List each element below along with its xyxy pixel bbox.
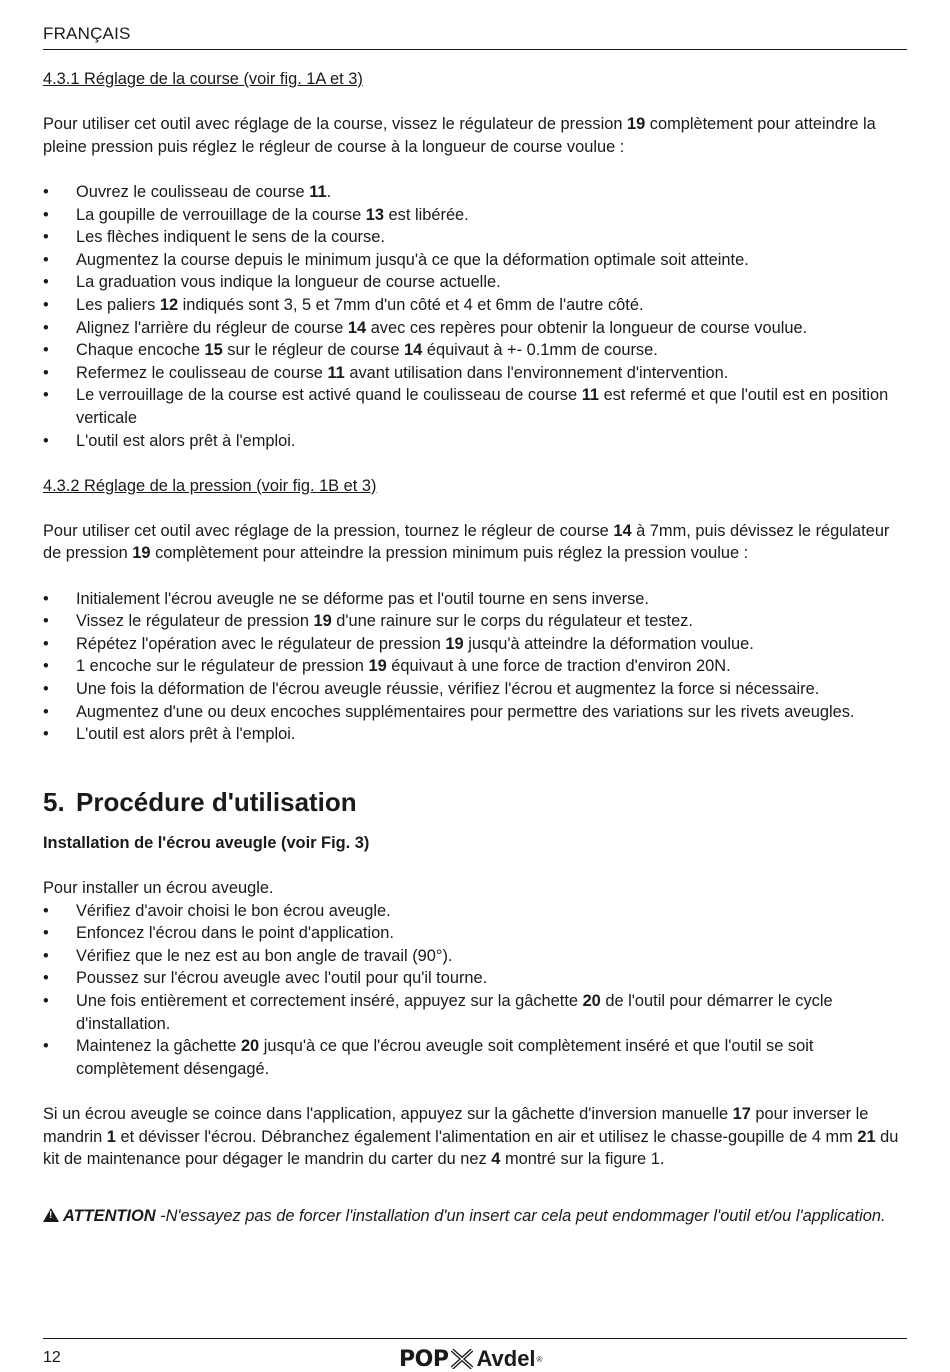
text-run: Pour utiliser cet outil avec réglage de la pression, tournez le régleur de course (43, 521, 614, 540)
list-item (43, 181, 907, 204)
document-page (43, 0, 907, 1372)
footer-rule (43, 1338, 907, 1339)
text-run: montré sur la figure 1. (500, 1150, 665, 1169)
ref-number: 15 (204, 341, 223, 360)
list-item (43, 990, 907, 1035)
text-run: équivaut à une force de traction d'environ 20N. (386, 657, 731, 676)
ref-number: 12 (159, 295, 179, 314)
list-item (43, 723, 907, 746)
text-run: Alignez l'arrière du régleur de course (76, 318, 348, 337)
text-run: Une fois la déformation de l'écrou aveugle réussie, vérifiez l'écrou et augmentez la force si nécessaire. (76, 680, 820, 699)
ref-number: 21 (857, 1127, 876, 1146)
language-header: FRANÇAIS (43, 24, 131, 43)
text-run: à 7mm, puis dévissez le régulateur de pression (43, 521, 890, 563)
list-item (43, 271, 907, 294)
text-run: Une fois entièrement et correctement inséré, appuyez sur la gâchette (76, 991, 583, 1010)
warning-note (43, 1205, 907, 1228)
text-run: Augmentez la course depuis le minimum jusqu'à ce que la déformation optimale soit atteinte. (76, 250, 749, 269)
text-run: Refermez le coulisseau de course (76, 363, 328, 382)
text-run: jusqu'à atteindre la déformation voulue. (463, 634, 754, 653)
list-item (43, 967, 907, 990)
section-4-3-1-intro (43, 113, 907, 158)
ref-number: 14 (347, 318, 367, 337)
logo-registered-mark: ® (536, 1354, 543, 1364)
ref-number: 11 (327, 363, 345, 382)
text-run: du kit de maintenance pour dégager le mandrin du carter du nez (43, 1127, 899, 1169)
text-run: avec ces repères pour obtenir la longueur de course voulue. (366, 318, 808, 337)
text-run: Enfoncez l'écrou dans le point d'application. (76, 924, 394, 943)
section-5-number: 5. (43, 786, 65, 817)
ref-number: 19 (368, 657, 387, 676)
installation-subtitle: Installation de l'écrou aveugle (voir Fig. 3) (43, 833, 370, 852)
text-run: équivaut à +- 0.1mm de course. (422, 341, 658, 360)
ref-number: 4 (491, 1150, 501, 1169)
ref-number: 17 (732, 1104, 751, 1123)
text-run: Initialement l'écrou aveugle ne se déforme pas et l'outil tourne en sens inverse. (76, 589, 649, 608)
text-run: et dévisser l'écrou. Débranchez également l'alimentation en air et utilisez le chasse-goupille de 4 mm (115, 1127, 858, 1146)
text-run: 1 encoche sur le régulateur de pression (76, 657, 369, 676)
list-item (43, 362, 907, 385)
installation-list (43, 900, 907, 1081)
list-item (43, 900, 907, 923)
ref-number: 19 (132, 544, 151, 563)
section-4-3-1-title: 4.3.1 Réglage de la course (voir fig. 1A et 3) (43, 70, 363, 88)
warning-icon (43, 1208, 59, 1222)
ref-number: 19 (445, 634, 464, 653)
ref-number: 13 (365, 205, 384, 224)
header-rule (43, 49, 907, 50)
ref-number: 11 (309, 182, 327, 201)
text-run: La graduation vous indique la longueur de course actuelle. (76, 273, 501, 292)
text-run: La goupille de verrouillage de la course (76, 205, 366, 224)
ref-number: 19 (313, 612, 332, 631)
text-run: Vissez le régulateur de pression (76, 612, 314, 631)
list-item (43, 430, 907, 453)
ref-number: 19 (627, 115, 646, 134)
ref-number: 20 (582, 991, 601, 1010)
list-item (43, 701, 907, 724)
text-run: Vérifiez d'avoir choisi le bon écrou aveugle. (76, 901, 391, 920)
ref-number: 14 (404, 341, 423, 360)
text-run: de l'outil pour démarrer le cycle d'installation. (76, 991, 833, 1033)
section-4-3-2-intro (43, 520, 907, 565)
list-item (43, 294, 907, 317)
text-run: L'outil est alors prêt à l'emploi. (76, 725, 296, 744)
list-item (43, 204, 907, 227)
text-run: Les flèches indiquent le sens de la course. (76, 228, 385, 247)
text-run: Vérifiez que le nez est au bon angle de travail (90°). (76, 946, 453, 965)
logo-cross-icon (451, 1349, 473, 1369)
list-item (43, 945, 907, 968)
warning-label: ATTENTION (63, 1207, 156, 1226)
text-run: indiqués sont 3, 5 et 7mm d'un côté et 4 et 6mm de l'autre côté. (178, 295, 644, 314)
list-item (43, 655, 907, 678)
list-item (43, 226, 907, 249)
text-run: . (326, 182, 332, 201)
text-run: Augmentez d'une ou deux encoches supplémentaires pour permettre des variations sur les rivets aveugles. (76, 702, 855, 721)
list-item (43, 249, 907, 272)
text-run: est refermé et que l'outil est en position verticale (76, 386, 889, 427)
brand-logo (399, 1346, 542, 1372)
list-item (43, 384, 907, 429)
logo-pop-text: POP (399, 1346, 449, 1372)
text-run: Répétez l'opération avec le régulateur de pression (76, 634, 446, 653)
text-run: Chaque encoche (76, 341, 205, 360)
text-run: Maintenez la gâchette (76, 1037, 241, 1056)
text-run: complètement pour atteindre la pression minimum puis réglez la pression voulue : (150, 544, 749, 563)
list-item (43, 339, 907, 362)
text-run: Si un écrou aveugle se coince dans l'application, appuyez sur la gâchette d'inversion manuelle (43, 1104, 733, 1123)
text-run: d'une rainure sur le corps du régulateur et testez. (331, 612, 693, 631)
text-run: Le verrouillage de la course est activé quand le coulisseau de course (76, 386, 582, 405)
section-4-3-2-title: 4.3.2 Réglage de la pression (voir fig. 1B et 3) (43, 476, 377, 495)
list-item (43, 633, 907, 656)
section-4-3-2-list (43, 588, 907, 746)
list-item (43, 678, 907, 701)
list-item (43, 610, 907, 633)
page-content (43, 68, 907, 1228)
text-run: avant utilisation dans l'environnement d'intervention. (344, 363, 729, 382)
section-5-title: Procédure d'utilisation (76, 786, 357, 817)
text-run: L'outil est alors prêt à l'emploi. (76, 431, 296, 450)
list-item (43, 588, 907, 611)
ref-number: 11 (581, 386, 600, 405)
text-run: est libérée. (384, 205, 469, 224)
ref-number: 1 (106, 1127, 116, 1146)
section-5-heading (43, 786, 907, 818)
ref-number: 14 (613, 521, 632, 540)
text-run: sur le régleur de course (222, 341, 405, 360)
text-run: jusqu'à ce que l'écrou aveugle soit complètement inséré et que l'outil se soit complètement désengagé. (76, 1037, 814, 1078)
installation-intro: Pour installer un écrou aveugle. (43, 879, 274, 897)
page-number: 12 (43, 1349, 61, 1366)
text-run: pour inverser le mandrin (43, 1104, 869, 1146)
text-run: complètement pour atteindre la pleine pression puis réglez le régleur de course à la longueur de course voulue : (43, 115, 876, 156)
section-4-3-1-list (43, 181, 907, 452)
text-run: Poussez sur l'écrou aveugle avec l'outil pour qu'il tourne. (76, 969, 488, 988)
ref-number: 20 (240, 1037, 260, 1056)
text-run: Ouvrez le coulisseau de course (76, 182, 310, 201)
text-run: Pour utiliser cet outil avec réglage de la course, vissez le régulateur de pression (43, 115, 627, 134)
list-item (43, 317, 907, 340)
jam-paragraph (43, 1103, 907, 1171)
warning-text: -N'essayez pas de forcer l'installation d'un insert car cela peut endommager l'outil et/ou l'application. (155, 1207, 886, 1226)
logo-avdel-text: Avdel (476, 1346, 536, 1371)
text-run: Les paliers (76, 295, 160, 314)
list-item (43, 922, 907, 945)
list-item (43, 1035, 907, 1080)
